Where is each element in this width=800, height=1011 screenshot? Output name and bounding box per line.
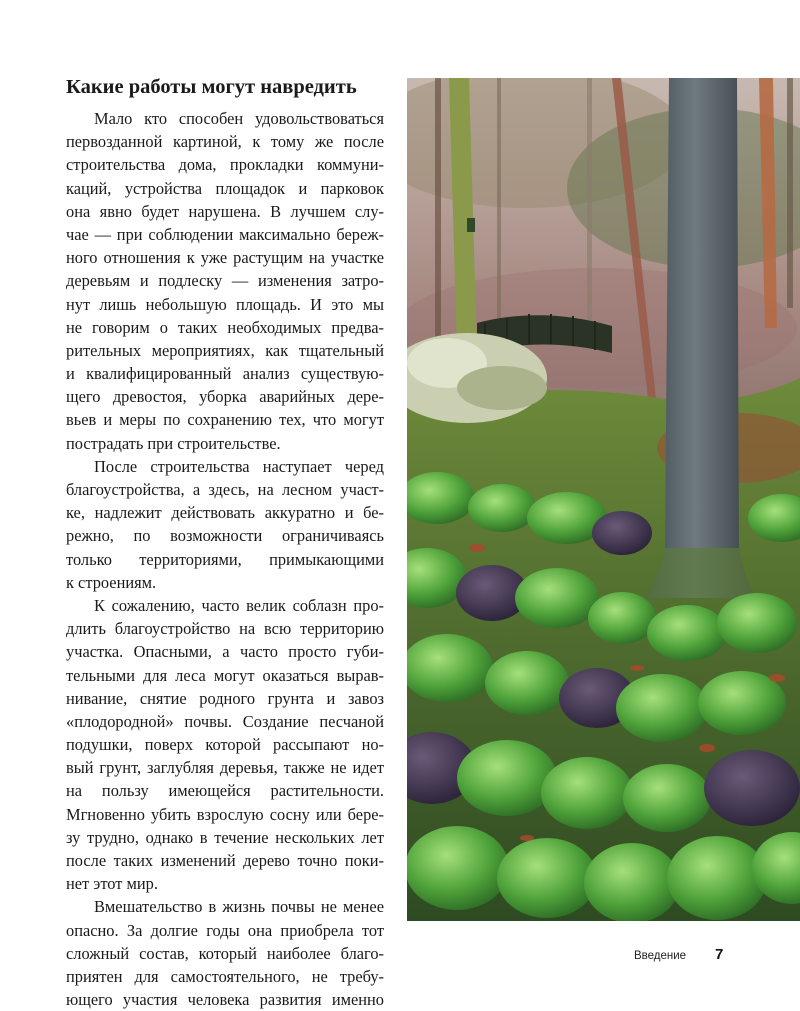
text-line: ке, надлежит действовать аккуратно и бе- [66, 503, 384, 523]
section-heading: Какие работы могут навредить [66, 76, 357, 98]
text-line: к строениям. [66, 572, 157, 592]
text-line: вый грунт, заглубляя деревья, также не идет [66, 758, 384, 778]
forest-illustration [407, 78, 800, 921]
text-line: строительства дома, прокладки коммуни- [66, 155, 384, 175]
page-number: 7 [715, 946, 724, 963]
text-line: пострадать при строительстве. [66, 433, 281, 453]
text-line: на пользу имеющейся растительности. [66, 781, 384, 801]
text-line: первозданной картиной, к тому же после [66, 132, 384, 152]
body-text [66, 107, 384, 1011]
text-line: и квалифицированный анализ существую- [66, 364, 384, 384]
text-line: К сожалению, часто велик соблазн про- [94, 595, 384, 615]
text-line: нивание, снятие родного грунта и завоз [66, 688, 384, 708]
text-line: Мгновенно убить взрослую сосну или бере- [66, 804, 384, 824]
text-line: приятен для самостоятельного, не требу- [66, 966, 384, 986]
text-line: После строительства наступает черед [94, 456, 384, 476]
text-line: вьев и меры по сохранению тех, что могут [66, 410, 384, 430]
text-line: ющего участия человека развития именно [66, 990, 384, 1010]
text-line: участка. Опасными, а часто просто губи- [66, 642, 384, 662]
text-line: зу трудно, однако в течение нескольких лет [66, 827, 384, 847]
text-line: Мало кто способен удовольствоваться [94, 109, 384, 128]
footer-section-label: Введение [634, 950, 687, 962]
text-line: подушки, поверх которой рассыпают но- [66, 735, 384, 755]
paragraph-1 [66, 107, 384, 455]
text-line: Вмешательство в жизнь почвы не менее [94, 897, 384, 917]
text-line: сложный состав, который наиболее благо- [66, 943, 384, 963]
text-line: благоустройства, а здесь, на лесном участ- [66, 480, 384, 499]
text-line: нут лишь небольшую площадь. И это мы [66, 294, 384, 314]
text-line: режно, по возможности ограничиваясь [66, 526, 384, 546]
text-line: только территориями, примыкающими [66, 549, 384, 569]
text-line: не говорим о таких необходимых предва- [66, 317, 384, 337]
paragraph-2 [66, 455, 384, 594]
text-line: тельными для леса могут оказаться вырав- [66, 665, 384, 685]
text-line: каций, устройства площадок и парковок [66, 178, 384, 198]
paragraph-3 [66, 594, 384, 895]
text-line: длить благоустройство на всю территорию [66, 619, 384, 639]
text-line: щего древостоя, уборка аварийных дере- [66, 387, 384, 407]
paragraph-4 [66, 895, 384, 1011]
text-line: деревьям и подлеску — изменения затро- [66, 271, 384, 291]
forest-garden-photo [407, 78, 800, 921]
text-line: она явно будет нарушена. В лучшем слу- [66, 201, 384, 221]
text-line: после таких изменений дерево точно поки- [66, 851, 384, 870]
text-line: «плодородной» почвы. Создание песчаной [66, 711, 384, 731]
text-line: опасно. За долгие годы она приобрела тот [66, 920, 384, 940]
text-line: ного отношения к уже растущим на участке [66, 248, 384, 268]
text-line: чае — при соблюдении максимально береж- [66, 224, 384, 244]
text-line: нет этот мир. [66, 874, 158, 894]
text-line: рительных мероприятиях, как тщательный [66, 340, 384, 360]
